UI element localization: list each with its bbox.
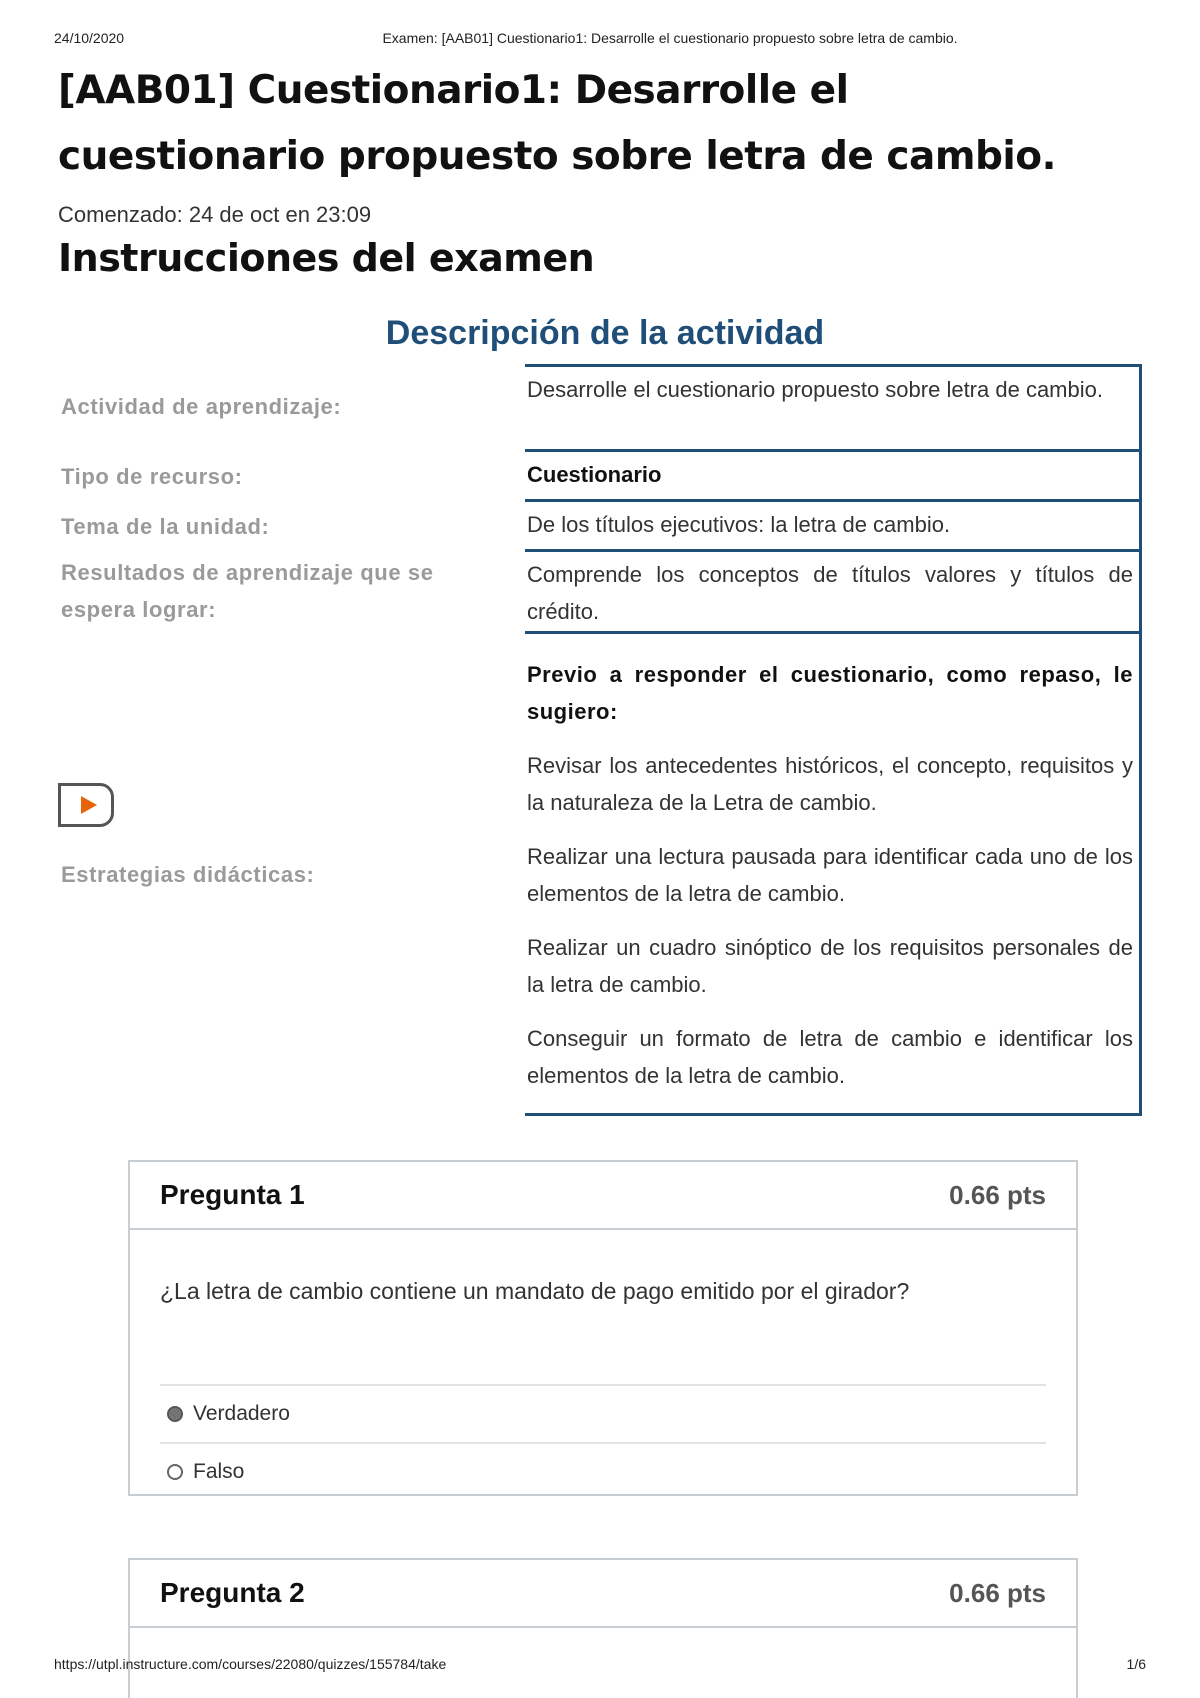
- label-resultados: Resultados de aprendizaje que se espera lograr:: [61, 560, 434, 622]
- print-header: [54, 30, 1146, 48]
- value-tema-unidad-text: De los títulos ejecutivos: la letra de cambio.: [527, 512, 951, 537]
- label-actividad: Actividad de aprendizaje:: [61, 394, 342, 419]
- print-footer: [54, 1656, 1146, 1672]
- strategy-item: Conseguir un formato de letra de cambio e identificar los elementos de la letra de cambio.: [527, 1026, 1133, 1088]
- answer-verdadero[interactable]: [160, 1384, 1046, 1442]
- print-date: 24/10/2020: [54, 30, 125, 46]
- strategy-item: Revisar los antecedentes históricos, el concepto, requisitos y la naturaleza de la Letra de cambio.: [527, 753, 1133, 815]
- question-header: [130, 1560, 1076, 1628]
- value-tipo-recurso: [525, 452, 1142, 502]
- question-1: [128, 1160, 1078, 1496]
- value-actividad: [525, 364, 1142, 452]
- instructions-title: Instrucciones del examen: [58, 236, 595, 280]
- question-2: [128, 1558, 1078, 1698]
- question-name: Pregunta 2: [160, 1577, 305, 1608]
- label-tema-unidad: Tema de la unidad:: [61, 514, 270, 539]
- radio-icon[interactable]: [167, 1464, 183, 1480]
- print-url: https://utpl.instructure.com/courses/22080/quizzes/155784/take: [54, 1656, 447, 1672]
- question-text: ¿La letra de cambio contiene un mandato de pago emitido por el girador?: [160, 1278, 910, 1304]
- label-estrategias: Estrategias didácticas:: [61, 862, 315, 887]
- value-tema-unidad: [525, 502, 1142, 552]
- answer-label: Verdadero: [193, 1402, 290, 1425]
- question-header: [130, 1162, 1076, 1230]
- question-points: 0.66 pts: [949, 1179, 1046, 1210]
- strategy-intro: Previo a responder el cuestionario, como repaso, le sugiero:: [527, 662, 1133, 724]
- print-page-number: 1/6: [1126, 1656, 1146, 1672]
- answer-label: Falso: [193, 1460, 245, 1483]
- value-estrategias: [525, 634, 1142, 1116]
- label-tipo-recurso: Tipo de recurso:: [61, 464, 243, 489]
- value-actividad-text: Desarrolle el cuestionario propuesto sobre letra de cambio.: [527, 377, 1103, 402]
- strategy-item: Realizar una lectura pausada para identificar cada uno de los elementos de la letra de cambio.: [527, 844, 1133, 906]
- answer-falso[interactable]: [160, 1442, 1046, 1500]
- value-tipo-recurso-text: Cuestionario: [527, 462, 662, 487]
- print-doc-title: Examen: [AAB01] Cuestionario1: Desarrolle el cuestionario propuesto sobre letra de cambio.: [382, 30, 958, 46]
- value-resultados-text: Comprende los conceptos de títulos valores y títulos de crédito.: [527, 562, 1133, 624]
- answer-list: [160, 1384, 1046, 1500]
- started-timestamp: Comenzado: 24 de oct en 23:09: [58, 202, 372, 227]
- question-points: 0.66 pts: [949, 1577, 1046, 1608]
- radio-selected-icon[interactable]: [167, 1406, 183, 1422]
- value-resultados: [525, 552, 1142, 634]
- page-title: [AAB01] Cuestionario1: Desarrolle el cuestionario propuesto sobre letra de cambio.: [58, 68, 1056, 179]
- strategy-item: Realizar un cuadro sinóptico de los requisitos personales de la letra de cambio.: [527, 935, 1133, 997]
- activity-title: Descripción de la actividad: [385, 314, 825, 352]
- play-icon: [58, 783, 114, 827]
- question-name: Pregunta 1: [160, 1179, 305, 1210]
